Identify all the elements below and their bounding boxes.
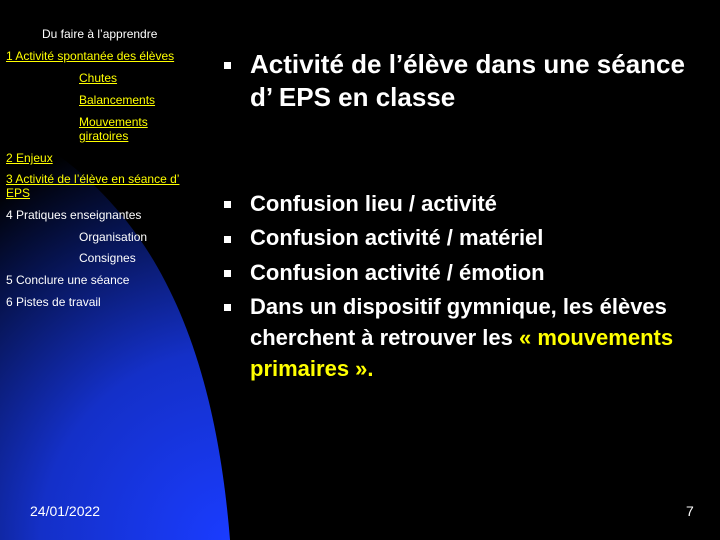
nav-link-activite-spontanee[interactable]: 1 Activité spontanée des élèves [6,49,175,63]
nav-item-consignes: Consignes [79,251,136,265]
title-bullet-icon [224,62,231,69]
bullet-icon [224,304,231,311]
bullet-icon [224,201,231,208]
nav-item-pratiques: 4 Pratiques enseignantes [6,208,142,222]
footer-date: 24/01/2022 [30,503,101,519]
page-number: 7 [686,503,694,519]
nav-link-enjeux[interactable]: 2 Enjeux [6,151,53,165]
point-2: Confusion activité / matériel [250,225,544,250]
bullet-icon [224,270,231,277]
nav-link-balancements[interactable]: Balancements [79,93,156,107]
point-4-text: Dans un dispositif gymnique, les élèves cherchent à retrouver les [250,294,667,350]
sidebar-title: Du faire à l’apprendre [42,27,158,41]
nav-link-activite-eleve[interactable]: 3 Activité de l’élève en séance d’ EPS [6,172,180,200]
point-4-highlight: « mouvements primaires » [250,325,674,381]
point-4 [250,291,700,384]
point-3: Confusion activité / émotion [250,260,545,285]
nav-link-mouvements-giratoires[interactable]: Mouvements giratoires [79,115,148,143]
point-4-highlight-suffix: . [367,356,374,381]
nav-link-chutes[interactable]: Chutes [79,71,118,85]
nav-item-conclure: 5 Conclure une séance [6,273,130,287]
slide-title: Activité de l’élève dans une séance d’ EPS en classe [250,49,685,112]
bullet-icon [224,236,231,243]
point-1: Confusion lieu / activité [250,191,497,216]
nav-item-pistes: 6 Pistes de travail [6,295,101,309]
nav-item-organisation: Organisation [79,230,148,244]
